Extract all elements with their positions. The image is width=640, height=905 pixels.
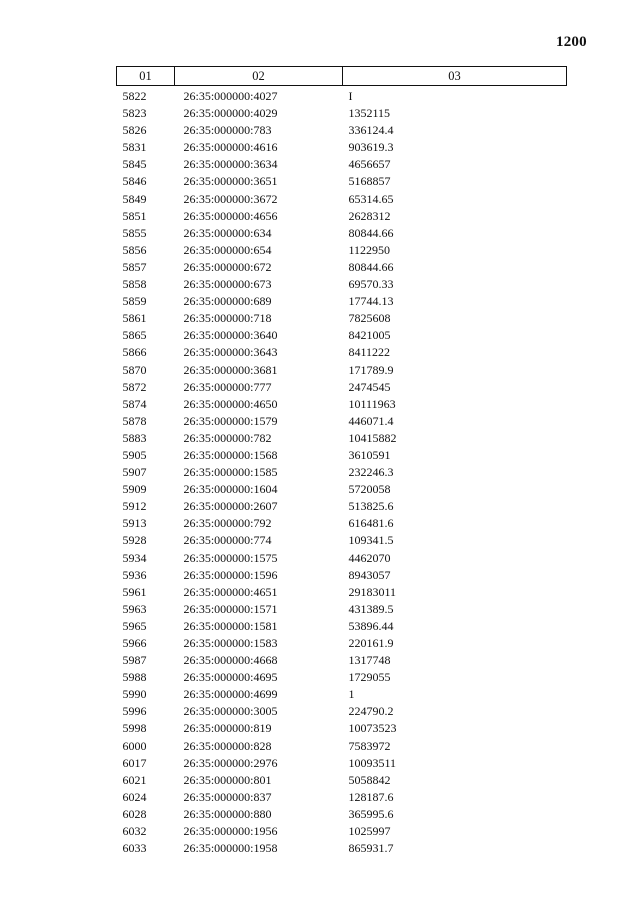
column-header-01: 01 <box>117 67 175 86</box>
table-row <box>117 652 567 669</box>
row-number-cell: 5963 <box>122 601 147 616</box>
cadastral-number-cell: 26:35:000000:4699 <box>183 687 278 702</box>
table-row <box>117 139 567 156</box>
data-table <box>116 66 567 857</box>
value-cell: 128187.6 <box>348 789 394 804</box>
table-row <box>117 122 567 139</box>
row-number-cell: 5823 <box>122 106 147 121</box>
value-cell: 65314.65 <box>348 191 394 206</box>
cadastral-number-cell: 26:35:000000:4651 <box>183 584 278 599</box>
value-cell: 10415882 <box>348 430 397 445</box>
row-number-cell: 5861 <box>122 311 147 326</box>
row-number-cell: 5857 <box>122 259 147 274</box>
value-cell: 29183011 <box>348 584 397 599</box>
value-cell: 513825.6 <box>348 499 394 514</box>
value-cell: 220161.9 <box>348 636 394 650</box>
cadastral-number-cell: 26:35:000000:1583 <box>183 636 278 650</box>
row-number-cell: 5878 <box>122 413 147 428</box>
table-row <box>117 86 567 106</box>
value-cell: 224790.2 <box>348 704 394 719</box>
row-number-cell: 5928 <box>122 533 147 548</box>
value-cell: 3610591 <box>348 447 391 462</box>
table-row <box>117 344 567 361</box>
row-number-cell: 5961 <box>122 584 147 599</box>
cadastral-number-cell: 26:35:000000:1581 <box>183 618 278 633</box>
row-number-cell: 5851 <box>122 208 147 223</box>
value-cell: 365995.6 <box>348 806 394 821</box>
table-header <box>117 67 567 86</box>
row-number-cell: 5856 <box>122 242 147 257</box>
cadastral-number-cell: 26:35:000000:1585 <box>183 465 278 480</box>
table-row <box>117 293 567 310</box>
row-number-cell: 5905 <box>122 447 147 462</box>
cadastral-number-cell: 26:35:000000:2976 <box>183 755 278 770</box>
value-cell: 2628312 <box>348 208 391 223</box>
row-number-cell: 5855 <box>122 225 147 240</box>
row-number-cell: 5845 <box>122 157 147 172</box>
value-cell: 7583972 <box>348 738 391 753</box>
table-row <box>117 738 567 755</box>
value-cell: 17744.13 <box>348 294 394 309</box>
cadastral-number-cell: 26:35:000000:819 <box>183 721 272 736</box>
value-cell: 171789.9 <box>348 362 394 377</box>
table-row <box>117 276 567 293</box>
value-cell: 8411222 <box>348 345 391 360</box>
cadastral-number-cell: 26:35:000000:774 <box>183 533 272 548</box>
row-number-cell: 5883 <box>122 430 147 445</box>
value-cell: 10073523 <box>348 721 397 736</box>
value-cell: I <box>348 89 353 103</box>
table-row <box>117 498 567 515</box>
row-number-cell: 5874 <box>122 396 147 411</box>
cadastral-number-cell: 26:35:000000:2607 <box>183 499 278 514</box>
value-cell: 1122950 <box>348 242 391 257</box>
value-cell: 7825608 <box>348 311 391 326</box>
row-number-cell: 5998 <box>122 721 147 736</box>
cadastral-number-cell: 26:35:000000:792 <box>183 516 272 531</box>
table-row <box>117 567 567 584</box>
table-row <box>117 772 567 789</box>
cadastral-number-cell: 26:35:000000:4695 <box>183 670 278 685</box>
cadastral-number-cell: 26:35:000000:718 <box>183 311 272 326</box>
row-number-cell: 5965 <box>122 618 147 633</box>
cadastral-number-cell: 26:35:000000:634 <box>183 225 272 240</box>
value-cell: 10093511 <box>348 755 397 770</box>
value-cell: 1352115 <box>348 106 391 121</box>
table-row <box>117 618 567 635</box>
table-row <box>117 464 567 481</box>
table-row <box>117 601 567 618</box>
cadastral-number-cell: 26:35:000000:828 <box>183 738 272 753</box>
table-row <box>117 191 567 208</box>
value-cell: 5058842 <box>348 772 391 787</box>
value-cell: 80844.66 <box>348 225 394 240</box>
cadastral-number-cell: 26:35:000000:3634 <box>183 157 278 172</box>
cadastral-number-cell: 26:35:000000:3681 <box>183 362 278 377</box>
cadastral-number-cell: 26:35:000000:4616 <box>183 140 278 155</box>
table-row <box>117 327 567 344</box>
table-body <box>117 86 567 858</box>
table-row <box>117 310 567 327</box>
table-row <box>117 720 567 737</box>
cadastral-number-cell: 26:35:000000:4656 <box>183 208 278 223</box>
value-cell: 53896.44 <box>348 618 394 633</box>
cadastral-number-cell: 26:35:000000:3640 <box>183 328 278 343</box>
table-row <box>117 225 567 242</box>
cadastral-number-cell: 26:35:000000:1579 <box>183 413 278 428</box>
row-number-cell: 5859 <box>122 294 147 309</box>
cadastral-number-cell: 26:35:000000:3005 <box>183 704 278 719</box>
value-cell: 865931.7 <box>348 841 394 856</box>
row-number-cell: 6028 <box>122 806 147 821</box>
value-cell: 1025997 <box>348 824 391 839</box>
row-number-cell: 6017 <box>122 755 147 770</box>
cadastral-number-cell: 26:35:000000:1568 <box>183 447 278 462</box>
cadastral-number-cell: 26:35:000000:672 <box>183 259 272 274</box>
table-row <box>117 550 567 567</box>
table-row <box>117 413 567 430</box>
cadastral-number-cell: 26:35:000000:1604 <box>183 482 278 497</box>
cadastral-number-cell: 26:35:000000:654 <box>183 242 272 257</box>
cadastral-number-cell: 26:35:000000:1958 <box>183 841 278 856</box>
table-row <box>117 669 567 686</box>
table-row <box>117 259 567 276</box>
value-cell: 2474545 <box>348 379 391 394</box>
row-number-cell: 5858 <box>122 277 147 292</box>
row-number-cell: 5987 <box>122 653 147 668</box>
value-cell: 5168857 <box>348 174 391 189</box>
row-number-cell: 6024 <box>122 789 147 804</box>
row-number-cell: 5831 <box>122 140 147 155</box>
cadastral-number-cell: 26:35:000000:783 <box>183 123 272 138</box>
cadastral-number-cell: 26:35:000000:3651 <box>183 174 278 189</box>
row-number-cell: 5846 <box>122 174 147 189</box>
value-cell: 232246.3 <box>348 465 394 480</box>
cadastral-number-cell: 26:35:000000:3672 <box>183 191 278 206</box>
cadastral-number-cell: 26:35:000000:1956 <box>183 824 278 839</box>
value-cell: 1317748 <box>348 653 391 668</box>
value-cell: 8943057 <box>348 567 391 582</box>
cadastral-number-cell: 26:35:000000:689 <box>183 294 272 309</box>
table-row <box>117 430 567 447</box>
table-row <box>117 481 567 498</box>
row-number-cell: 5912 <box>122 499 147 514</box>
cadastral-number-cell: 26:35:000000:4668 <box>183 653 278 668</box>
cadastral-number-cell: 26:35:000000:3643 <box>183 345 278 360</box>
value-cell: 336124.4 <box>348 123 394 138</box>
table-row <box>117 840 567 857</box>
value-cell: 1729055 <box>348 670 391 685</box>
value-cell: 1 <box>348 687 355 702</box>
cadastral-number-cell: 26:35:000000:777 <box>183 379 272 394</box>
table-row <box>117 584 567 601</box>
value-cell: 4656657 <box>348 157 391 172</box>
row-number-cell: 5936 <box>122 567 147 582</box>
row-number-cell: 5849 <box>122 191 147 206</box>
row-number-cell: 5996 <box>122 704 147 719</box>
table-row <box>117 156 567 173</box>
cadastral-number-cell: 26:35:000000:880 <box>183 806 272 821</box>
cadastral-number-cell: 26:35:000000:801 <box>183 772 272 787</box>
row-number-cell: 5990 <box>122 687 147 702</box>
value-cell: 80844.66 <box>348 259 394 274</box>
value-cell: 69570.33 <box>348 277 394 292</box>
row-number-cell: 5826 <box>122 123 147 138</box>
value-cell: 446071.4 <box>348 413 394 428</box>
row-number-cell: 5907 <box>122 465 147 480</box>
row-number-cell: 5988 <box>122 670 147 685</box>
row-number-cell: 5822 <box>122 89 147 103</box>
table-row <box>117 447 567 464</box>
table-row <box>117 173 567 190</box>
cadastral-number-cell: 26:35:000000:4027 <box>183 89 278 103</box>
row-number-cell: 5909 <box>122 482 147 497</box>
value-cell: 431389.5 <box>348 601 394 616</box>
table-row <box>117 823 567 840</box>
page-number: 1200 <box>556 34 587 50</box>
row-number-cell: 5866 <box>122 345 147 360</box>
table-row <box>117 362 567 379</box>
cadastral-number-cell: 26:35:000000:673 <box>183 277 272 292</box>
row-number-cell: 5934 <box>122 550 147 565</box>
row-number-cell: 5872 <box>122 379 147 394</box>
cadastral-number-cell: 26:35:000000:782 <box>183 430 272 445</box>
row-number-cell: 6021 <box>122 772 147 787</box>
row-number-cell: 6033 <box>122 841 147 856</box>
table-row <box>117 635 567 652</box>
cadastral-number-cell: 26:35:000000:1596 <box>183 567 278 582</box>
column-header-02: 02 <box>175 67 343 86</box>
row-number-cell: 5966 <box>122 636 147 650</box>
column-header-03: 03 <box>343 67 567 86</box>
table-row <box>117 755 567 772</box>
cadastral-number-cell: 26:35:000000:4650 <box>183 396 278 411</box>
value-cell: 109341.5 <box>348 533 394 548</box>
table-row <box>117 105 567 122</box>
row-number-cell: 6032 <box>122 824 147 839</box>
table-row <box>117 532 567 549</box>
row-number-cell: 5865 <box>122 328 147 343</box>
row-number-cell: 5870 <box>122 362 147 377</box>
table-row <box>117 515 567 532</box>
table-row <box>117 396 567 413</box>
table-row <box>117 806 567 823</box>
value-cell: 8421005 <box>348 328 391 343</box>
value-cell: 616481.6 <box>348 516 394 531</box>
table-row <box>117 686 567 703</box>
cadastral-number-cell: 26:35:000000:1571 <box>183 601 278 616</box>
table-row <box>117 208 567 225</box>
value-cell: 4462070 <box>348 550 391 565</box>
value-cell: 10111963 <box>348 396 396 411</box>
header-row <box>117 67 567 86</box>
value-cell: 903619.3 <box>348 140 394 155</box>
value-cell: 5720058 <box>348 482 391 497</box>
cadastral-number-cell: 26:35:000000:4029 <box>183 106 278 121</box>
row-number-cell: 5913 <box>122 516 147 531</box>
table-row <box>117 789 567 806</box>
cadastral-number-cell: 26:35:000000:1575 <box>183 550 278 565</box>
row-number-cell: 6000 <box>122 738 147 753</box>
table-row <box>117 379 567 396</box>
cadastral-number-cell: 26:35:000000:837 <box>183 789 272 804</box>
table-row <box>117 703 567 720</box>
table-row <box>117 242 567 259</box>
